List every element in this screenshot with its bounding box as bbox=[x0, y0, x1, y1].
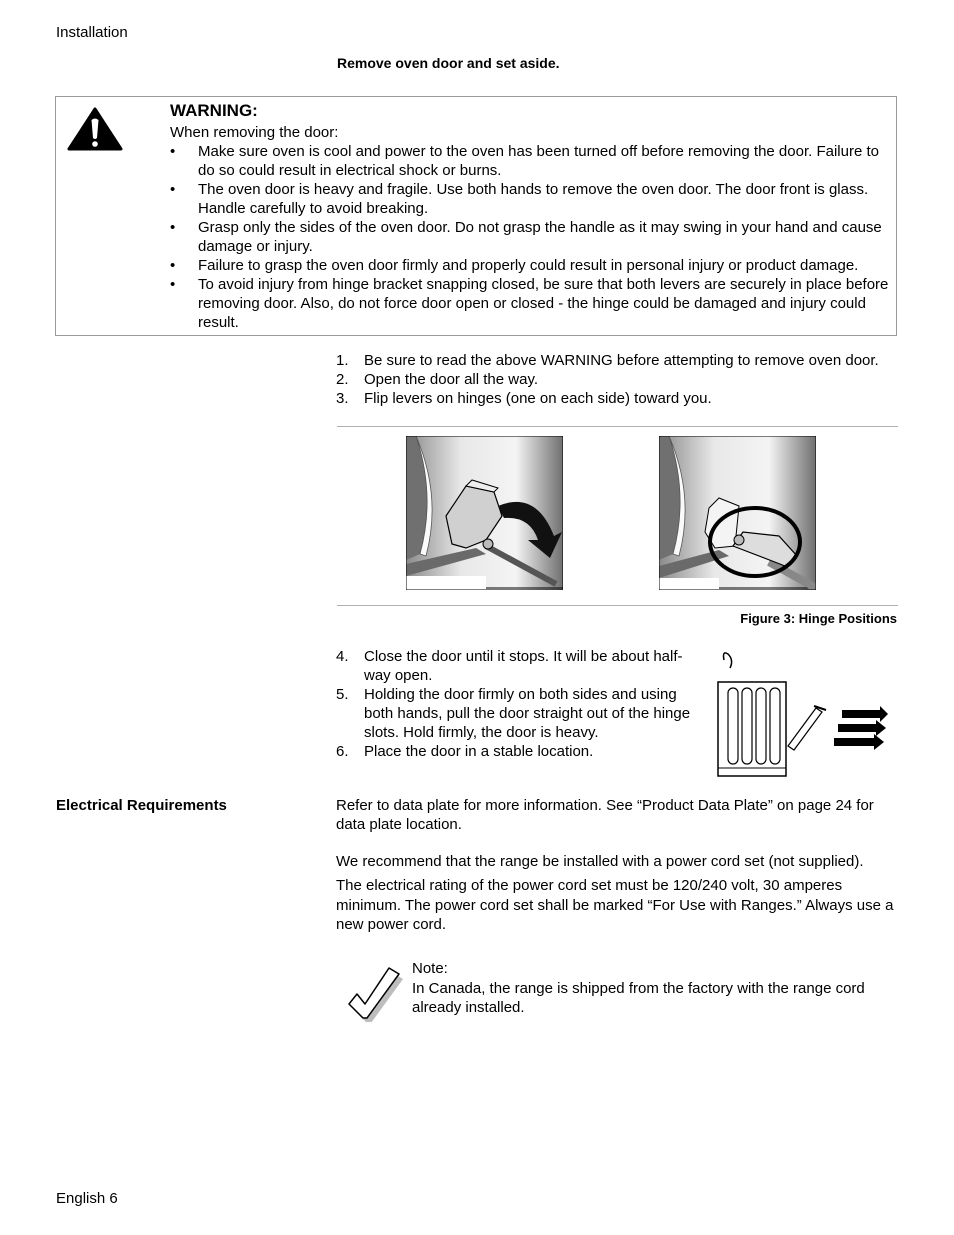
figure-caption: Figure 3: Hinge Positions bbox=[740, 611, 897, 626]
note-label: Note: bbox=[412, 960, 448, 977]
warning-item: • Grasp only the sides of the oven door. Do not grasp the handle as it may swing in your hand and cause damage or injury. bbox=[170, 219, 882, 255]
checkmark-icon bbox=[345, 966, 403, 1022]
hinge-lever-position-illustration bbox=[659, 436, 816, 590]
divider bbox=[337, 605, 898, 606]
warning-triangle-icon bbox=[67, 107, 123, 151]
warning-item: • The oven door is heavy and fragile. Use both hands to remove the oven door. The door front is glass. Handle carefully to avoid breaking. bbox=[170, 181, 869, 217]
note-text: In Canada, the range is shipped from the factory with the range cord already installed. bbox=[412, 980, 865, 1016]
bullet: • bbox=[170, 143, 176, 160]
steps-list-2 bbox=[336, 647, 700, 761]
section-heading-electrical: Electrical Requirements bbox=[56, 797, 227, 814]
step-item: 5. Holding the door firmly on both sides and using both hands, pull the door straight out of the hinge slots. Hold firmly, the door is heavy. bbox=[336, 686, 691, 741]
step-item: 2. Open the door all the way. bbox=[336, 371, 538, 388]
step-item: 6. Place the door in a stable location. bbox=[336, 743, 594, 760]
warning-title: WARNING: bbox=[170, 101, 258, 120]
hinge-lever-flip-illustration bbox=[406, 436, 563, 590]
paragraph: We recommend that the range be installed with a power cord set (not supplied). bbox=[336, 853, 864, 870]
bullet: • bbox=[170, 276, 176, 293]
bullet: • bbox=[170, 219, 176, 236]
section-header: Installation bbox=[56, 24, 128, 41]
page-heading: Remove oven door and set aside. bbox=[337, 55, 560, 71]
warning-intro: When removing the door: bbox=[170, 124, 339, 141]
divider bbox=[337, 426, 898, 427]
steps-list-1 bbox=[336, 351, 906, 408]
bullet: • bbox=[170, 257, 176, 274]
bullet: • bbox=[170, 181, 176, 198]
warning-box bbox=[55, 96, 897, 336]
step-item: 1. Be sure to read the above WARNING before attempting to remove oven door. bbox=[336, 352, 879, 369]
warning-list bbox=[170, 142, 890, 332]
warning-item: • Make sure oven is cool and power to the oven has been turned off before removing the door. Failure to do so could result in electrical shock or burns. bbox=[170, 143, 879, 179]
warning-item: • To avoid injury from hinge bracket snapping closed, be sure that both levers are securely in place before removing door. Also, do not force door open or closed - the hinge could be damaged and injury could result. bbox=[170, 276, 889, 331]
step-item: 4. Close the door until it stops. It will be about half-way open. bbox=[336, 648, 683, 684]
warning-item: • Failure to grasp the oven door firmly and properly could result in personal injury or product damage. bbox=[170, 257, 859, 274]
paragraph: The electrical rating of the power cord set must be 120/240 volt, 30 amperes minimum. The power cord set shall be marked “For Use with Ranges.” Always use a new power cord. bbox=[336, 877, 894, 933]
step-item: 3. Flip levers on hinges (one on each side) toward you. bbox=[336, 390, 712, 407]
oven-door-removal-illustration bbox=[716, 650, 894, 778]
paragraph: Refer to data plate for more information. See “Product Data Plate” on page 24 for data plate location. bbox=[336, 797, 874, 833]
page-footer: English 6 bbox=[56, 1190, 118, 1207]
